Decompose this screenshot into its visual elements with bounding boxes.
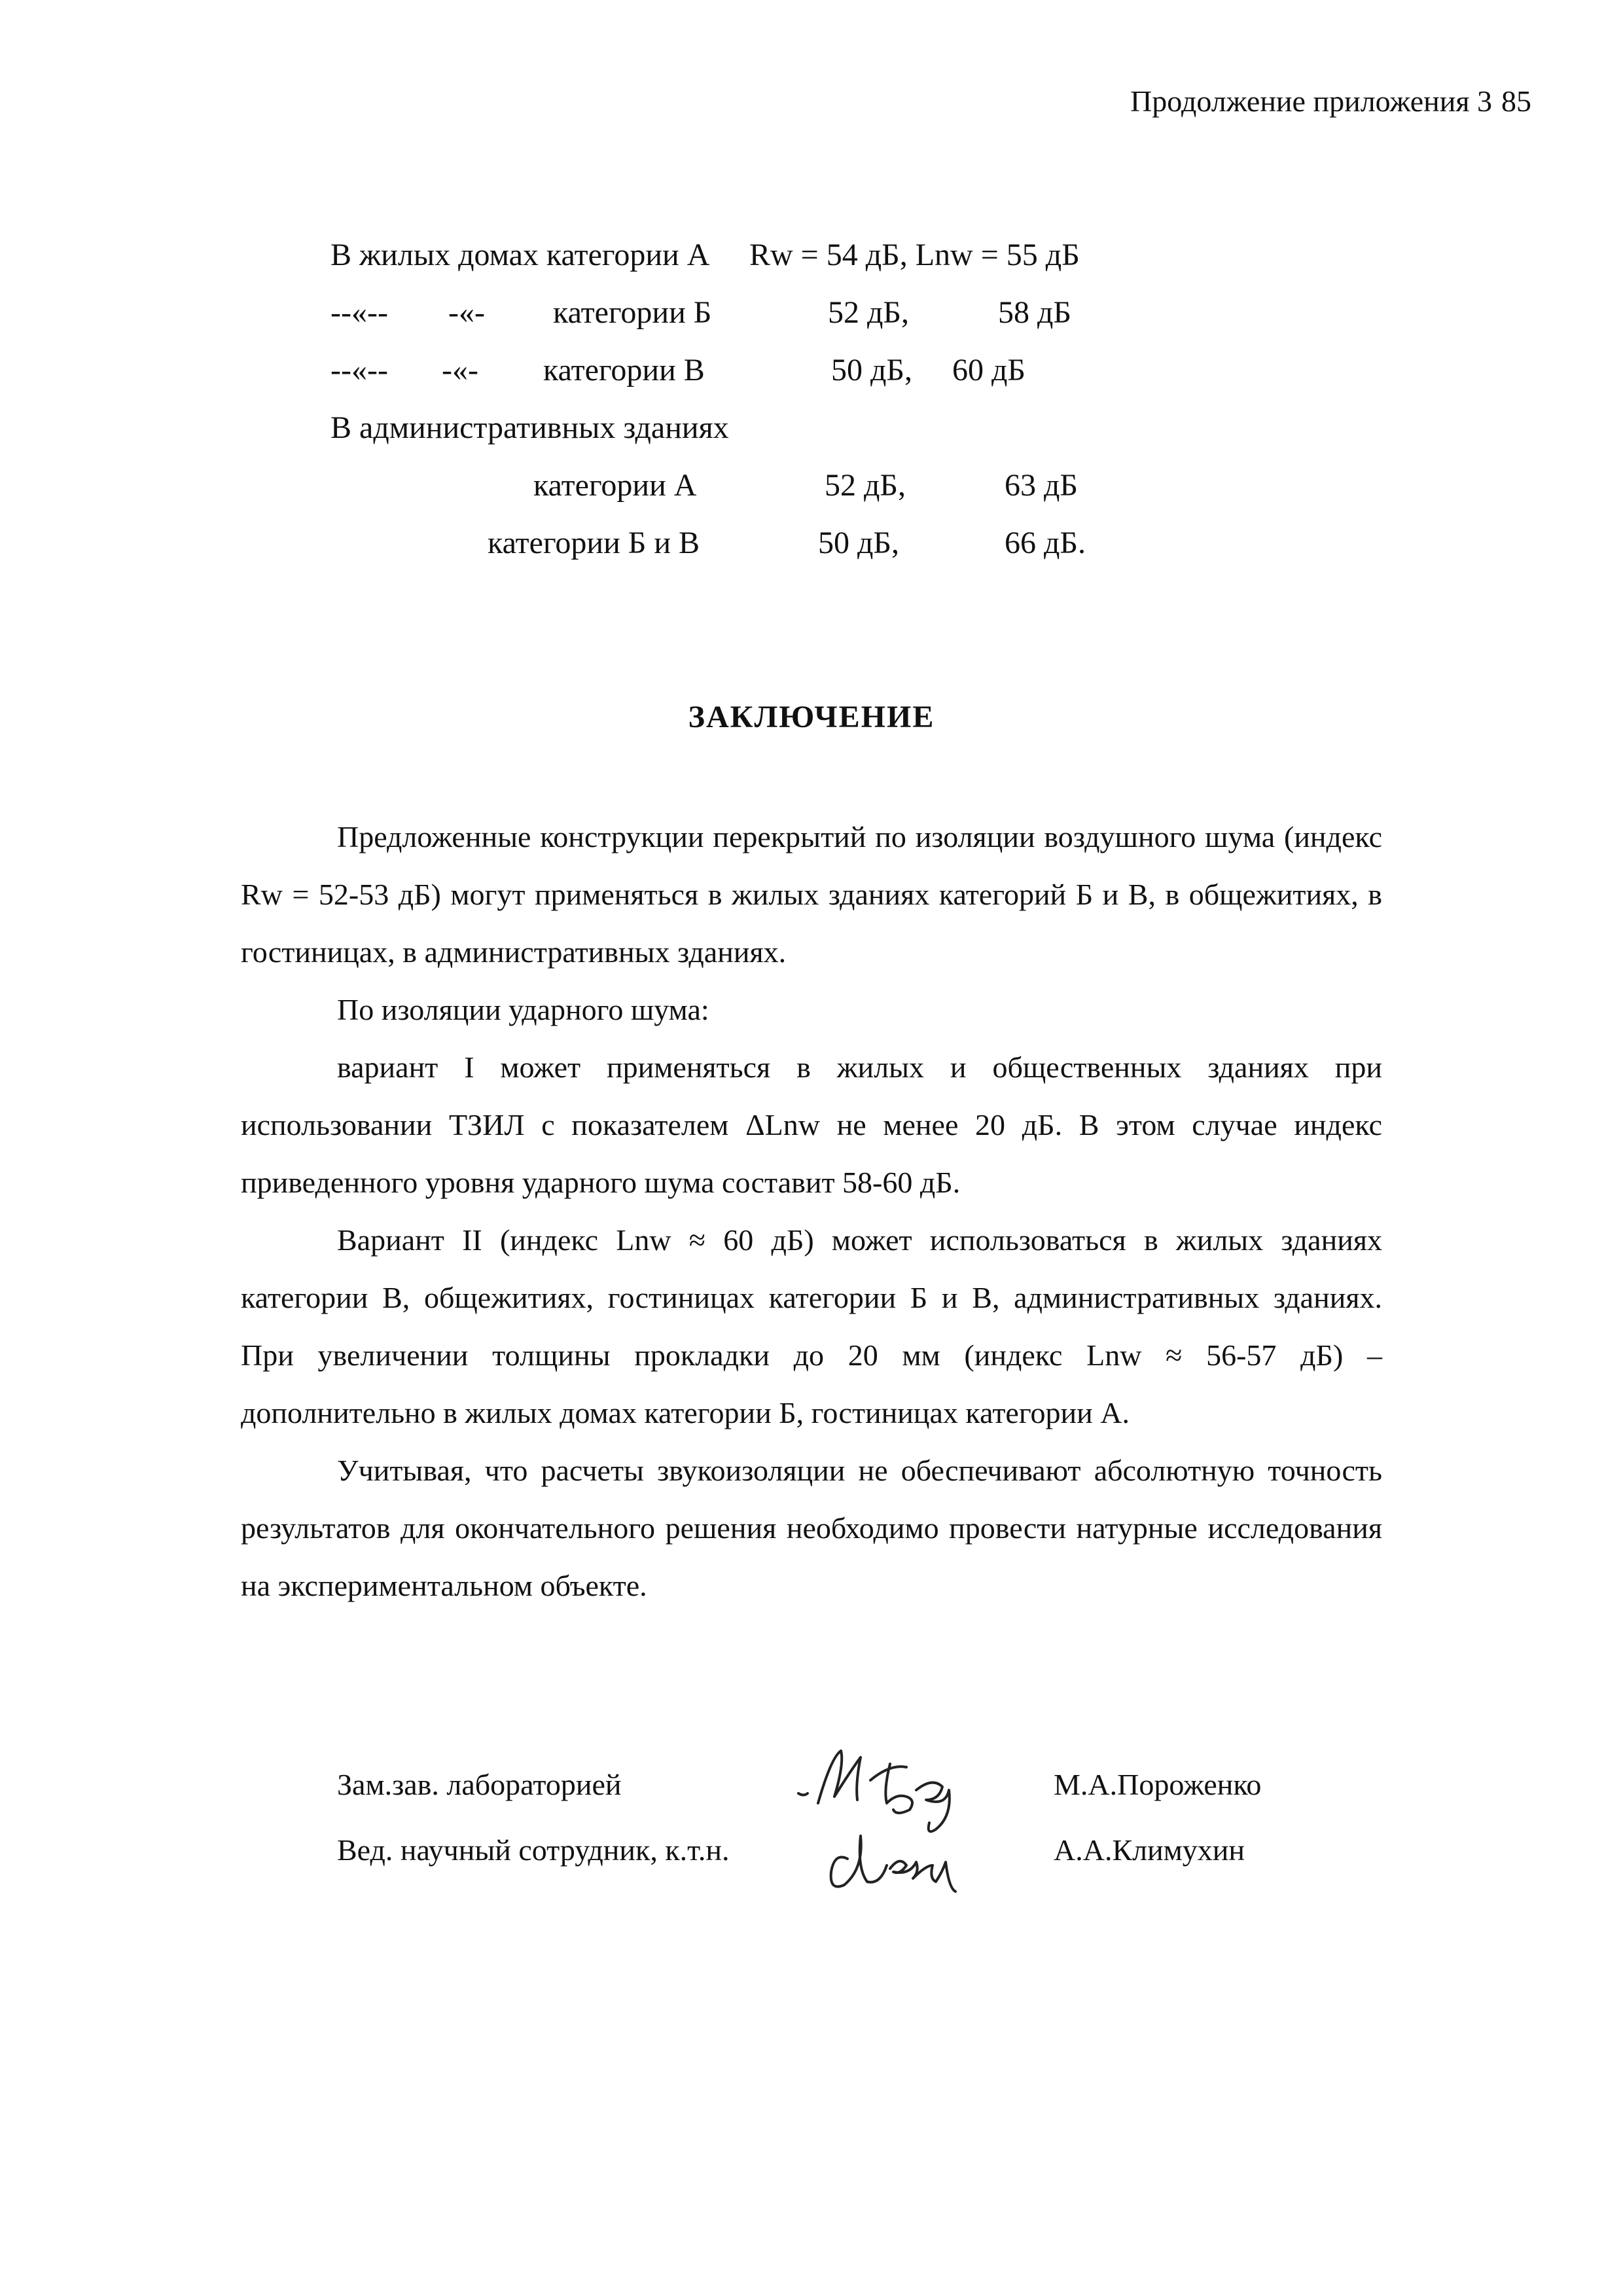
norm-label: В жилых домах категории А <box>330 238 710 272</box>
norm-category: категории Б <box>553 295 712 330</box>
norm-category: категории Б и В <box>488 526 700 560</box>
norm-rw-value: 50 дБ, <box>831 353 912 387</box>
norm-rw-value: 52 дБ, <box>828 295 909 330</box>
conclusion-paragraph: Предложенные конструкции перекрытий по изоляции воздушного шума (индекс Rw = 52-53 дБ) могут применяться в жилых зданиях категорий Б и В, в общежитиях, в гостиницах, в административных зданиях. <box>241 820 1382 969</box>
conclusion-paragraph: Учитывая, что расчеты звукоизоляции не обеспечивают абсолютную точность результатов для окончательного решения необходимо провести натурные исследования на экспериментальном объекте. <box>241 1454 1382 1602</box>
signatory-role: Зам.зав. лабораторией <box>337 1768 622 1801</box>
conclusion-paragraph: По изоляции ударного шума: <box>337 993 709 1026</box>
norm-values: Rw = 54 дБ, Lnw = 55 дБ <box>749 238 1080 272</box>
norm-label: В административных зданиях <box>330 410 729 445</box>
norm-lnw-value: 66 дБ. <box>1005 526 1086 560</box>
ditto-mark: -«- <box>442 353 478 387</box>
header-text: Продолжение приложения 3 <box>1130 84 1492 118</box>
page-header <box>1130 84 1531 118</box>
ditto-mark: --«-- <box>330 353 388 387</box>
signatory-role: Вед. научный сотрудник, к.т.н. <box>337 1833 730 1867</box>
header-page-number: 85 <box>1501 84 1531 118</box>
norm-rw-value: 52 дБ, <box>825 468 906 503</box>
handwritten-signatures <box>779 1744 1054 1914</box>
norm-category: категории В <box>543 353 705 387</box>
signatory-name: А.А.Климухин <box>1054 1833 1245 1867</box>
signatory-name: М.А.Пороженко <box>1054 1768 1262 1801</box>
norm-rw-value: 50 дБ, <box>818 526 899 560</box>
norm-lnw-value: 60 дБ <box>952 353 1026 387</box>
norm-category: категории А <box>533 468 697 503</box>
conclusion-heading: ЗАКЛЮЧЕНИЕ <box>688 700 935 734</box>
ditto-mark: -«- <box>448 295 485 330</box>
conclusion-paragraph: вариант I может применяться в жилых и общественных зданиях при использовании ТЗИЛ с показателем ΔLnw не менее 20 дБ. В этом случае индекс приведенного уровня ударного шума составит 58-60 дБ. <box>241 1050 1382 1199</box>
conclusion-paragraph: Вариант II (индекс Lnw ≈ 60 дБ) может использоваться в жилых зданиях категории В, общежитиях, гостиницах категории Б и В, административных зданиях. При увеличении толщины прокладки до 20 мм (индекс Lnw ≈ 56-57 дБ) – дополнительно в жилых домах категории Б, гостиницах категории А. <box>241 1223 1382 1429</box>
conclusion-body <box>241 808 1382 1615</box>
norm-lnw-value: 58 дБ <box>998 295 1071 330</box>
norm-lnw-value: 63 дБ <box>1005 468 1078 503</box>
ditto-mark: --«-- <box>330 295 388 330</box>
